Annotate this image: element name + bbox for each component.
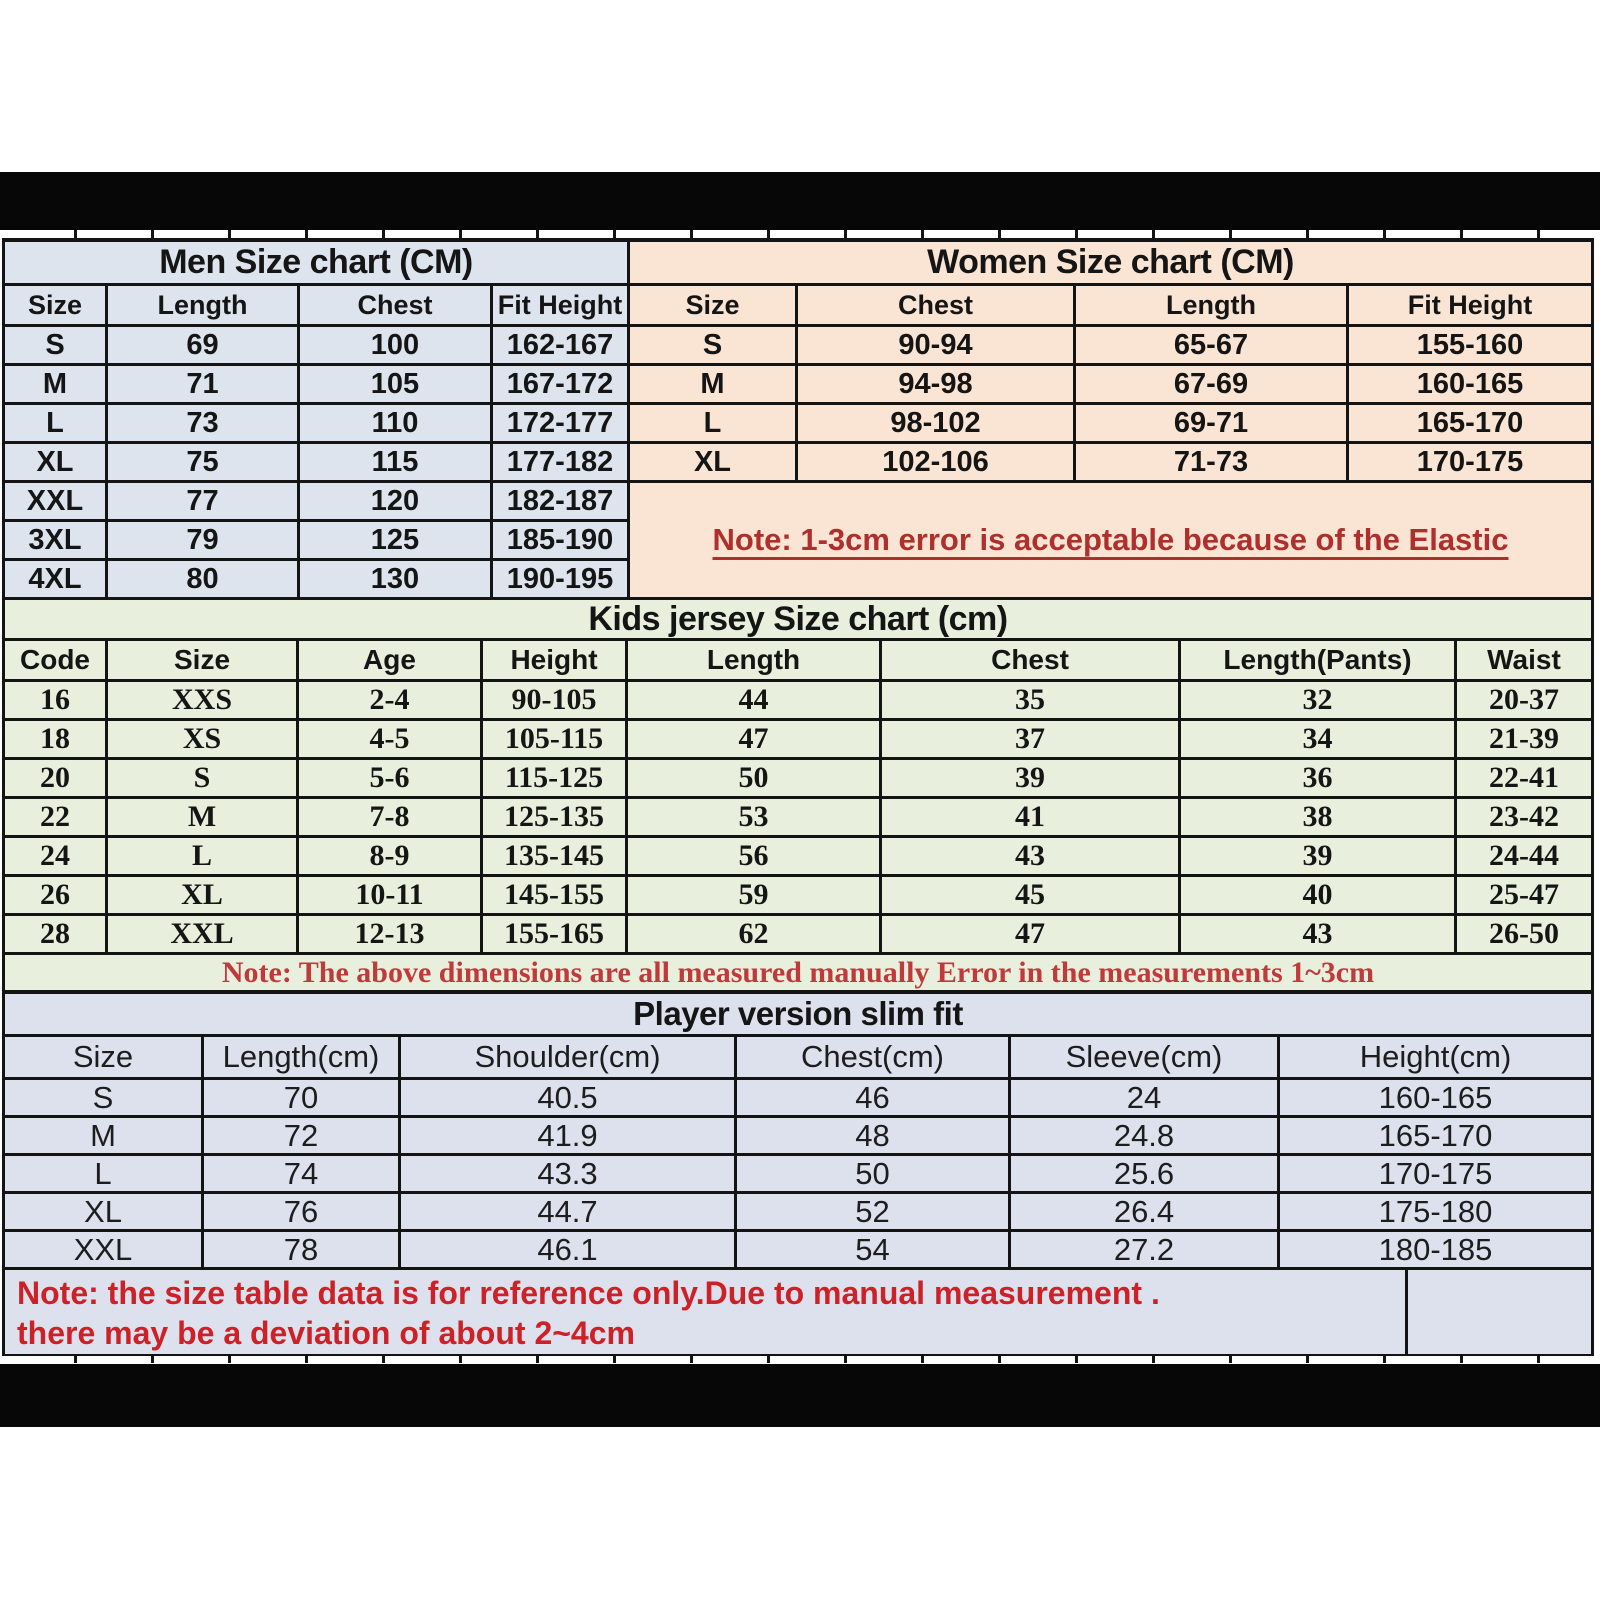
men-women-band bbox=[5, 242, 1591, 600]
table-row bbox=[5, 877, 1591, 916]
table-row bbox=[5, 760, 1591, 799]
table-row bbox=[5, 444, 627, 483]
table-cell: 69-71 bbox=[1076, 405, 1349, 441]
table-cell: 65-67 bbox=[1076, 327, 1349, 363]
table-cell: 25.6 bbox=[1011, 1156, 1280, 1191]
table-cell: 72 bbox=[204, 1118, 401, 1153]
table-cell: 67-69 bbox=[1076, 366, 1349, 402]
table-cell: 94-98 bbox=[798, 366, 1076, 402]
table-cell: L bbox=[630, 405, 798, 441]
table-cell: 170-175 bbox=[1416, 445, 1524, 478]
table-cell: 105-115 bbox=[483, 721, 628, 757]
table-row bbox=[5, 1232, 1591, 1270]
men-chart-title: Men Size chart (CM) bbox=[5, 242, 627, 286]
table-cell: 54 bbox=[737, 1232, 1011, 1267]
top-black-bar bbox=[0, 172, 1600, 230]
table-cell: 44.7 bbox=[401, 1194, 737, 1229]
table-cell: 71-73 bbox=[1076, 444, 1349, 480]
header-cell: Size bbox=[5, 286, 108, 324]
table-cell: 70 bbox=[204, 1080, 401, 1115]
top-partial-row-ticks bbox=[0, 230, 1600, 238]
women-note-cell bbox=[630, 483, 1591, 600]
table-cell: 43 bbox=[1181, 916, 1457, 952]
men-chart-header-row bbox=[5, 286, 627, 327]
table-cell: 45 bbox=[882, 877, 1181, 913]
table-cell: XL bbox=[108, 877, 299, 913]
table-cell: XXL bbox=[5, 483, 108, 519]
table-row bbox=[5, 799, 1591, 838]
player-chart-title: Player version slim fit bbox=[5, 994, 1591, 1037]
table-cell: 12-13 bbox=[299, 916, 483, 952]
player-chart-header-row bbox=[5, 1037, 1591, 1080]
kids-chart-title: Kids jersey Size chart (cm) bbox=[5, 600, 1591, 641]
header-cell: Chest bbox=[798, 286, 1076, 324]
table-row bbox=[5, 405, 627, 444]
table-cell: 7-8 bbox=[299, 799, 483, 835]
table-row bbox=[630, 327, 1591, 366]
kids-note-cell bbox=[5, 955, 1591, 994]
header-cell: Code bbox=[5, 641, 108, 679]
table-cell: XS bbox=[108, 721, 299, 757]
table-cell: 24.8 bbox=[1011, 1118, 1280, 1153]
table-cell: 73 bbox=[108, 405, 300, 441]
header-cell: Shoulder(cm) bbox=[401, 1037, 737, 1077]
table-row bbox=[5, 561, 627, 600]
table-cell: 5-6 bbox=[299, 760, 483, 796]
table-cell: 76 bbox=[204, 1194, 401, 1229]
table-cell: 23-42 bbox=[1489, 800, 1559, 833]
table-cell: 98-102 bbox=[798, 405, 1076, 441]
table-cell: XL bbox=[5, 444, 108, 480]
table-cell: 26-50 bbox=[1489, 917, 1559, 950]
table-cell: 35 bbox=[882, 682, 1181, 718]
table-cell: 4XL bbox=[5, 561, 108, 597]
table-cell: 37 bbox=[882, 721, 1181, 757]
table-cell: 40.5 bbox=[401, 1080, 737, 1115]
table-cell: 34 bbox=[1181, 721, 1457, 757]
table-cell: 8-9 bbox=[299, 838, 483, 874]
table-cell: 78 bbox=[204, 1232, 401, 1267]
player-size-chart bbox=[5, 994, 1591, 1354]
kids-note-text: Note: The above dimensions are all measured manually Error in the measurements 1~3cm bbox=[221, 955, 1375, 989]
table-cell: 39 bbox=[882, 760, 1181, 796]
table-cell: 28 bbox=[5, 916, 108, 952]
table-cell: S bbox=[5, 327, 108, 363]
table-cell: M bbox=[630, 366, 798, 402]
table-cell: 170-175 bbox=[1378, 1156, 1493, 1191]
table-row bbox=[5, 483, 627, 522]
header-cell: Length(Pants) bbox=[1181, 641, 1457, 679]
table-cell: 160-165 bbox=[1378, 1080, 1493, 1115]
women-chart-title: Women Size chart (CM) bbox=[630, 242, 1591, 286]
table-cell: M bbox=[5, 366, 108, 402]
table-cell: 26.4 bbox=[1011, 1194, 1280, 1229]
table-cell: M bbox=[5, 1118, 204, 1153]
header-cell: Waist bbox=[1487, 644, 1561, 675]
table-cell: 90-105 bbox=[483, 682, 628, 718]
table-cell: 26 bbox=[5, 877, 108, 913]
header-cell: Length bbox=[1076, 286, 1349, 324]
table-cell: XL bbox=[630, 444, 798, 480]
table-cell: 44 bbox=[628, 682, 882, 718]
table-cell: 43.3 bbox=[401, 1156, 737, 1191]
player-chart-body bbox=[5, 1080, 1591, 1270]
table-cell: 53 bbox=[628, 799, 882, 835]
header-cell: Size bbox=[108, 641, 299, 679]
table-cell: L bbox=[5, 405, 108, 441]
table-cell: 71 bbox=[108, 366, 300, 402]
table-cell: 52 bbox=[737, 1194, 1011, 1229]
table-cell: 155-165 bbox=[483, 916, 628, 952]
table-cell: 36 bbox=[1181, 760, 1457, 796]
table-cell: 115-125 bbox=[483, 760, 628, 796]
table-cell: 180-185 bbox=[1378, 1232, 1493, 1267]
table-cell: 47 bbox=[628, 721, 882, 757]
header-cell: Chest bbox=[882, 641, 1181, 679]
header-cell: Size bbox=[5, 1037, 204, 1077]
table-cell: 20 bbox=[5, 760, 108, 796]
table-cell: XXL bbox=[5, 1232, 204, 1267]
table-cell: 47 bbox=[882, 916, 1181, 952]
header-cell: Size bbox=[630, 286, 798, 324]
table-cell: 115 bbox=[300, 444, 493, 480]
header-cell: Fit Height bbox=[1407, 289, 1533, 320]
table-cell: 177-182 bbox=[506, 445, 614, 478]
table-cell: 22 bbox=[5, 799, 108, 835]
table-cell: 10-11 bbox=[299, 877, 483, 913]
kids-size-chart bbox=[5, 600, 1591, 994]
table-cell: 48 bbox=[737, 1118, 1011, 1153]
table-cell: 69 bbox=[108, 327, 300, 363]
table-cell: 59 bbox=[628, 877, 882, 913]
table-cell: 50 bbox=[628, 760, 882, 796]
header-cell: Height(cm) bbox=[1359, 1039, 1512, 1074]
table-cell: 41.9 bbox=[401, 1118, 737, 1153]
header-cell: Sleeve(cm) bbox=[1011, 1037, 1280, 1077]
table-cell: 165-170 bbox=[1378, 1118, 1493, 1153]
table-row bbox=[5, 366, 627, 405]
table-cell: 32 bbox=[1181, 682, 1457, 718]
footer-note-cell bbox=[5, 1270, 1591, 1354]
size-tables bbox=[2, 238, 1594, 1357]
table-row bbox=[5, 838, 1591, 877]
table-cell: 100 bbox=[300, 327, 493, 363]
table-cell: L bbox=[108, 838, 299, 874]
table-cell: 22-41 bbox=[1489, 761, 1559, 794]
women-note-text: Note: 1-3cm error is acceptable because of the Elastic bbox=[712, 522, 1509, 557]
table-cell: 165-170 bbox=[1416, 406, 1524, 439]
header-cell: Chest(cm) bbox=[737, 1037, 1011, 1077]
table-cell: 135-145 bbox=[483, 838, 628, 874]
table-cell: 74 bbox=[204, 1156, 401, 1191]
table-cell: 125-135 bbox=[483, 799, 628, 835]
table-cell: 79 bbox=[108, 522, 300, 558]
kids-chart-body bbox=[5, 682, 1591, 955]
table-row bbox=[630, 366, 1591, 405]
table-cell: 175-180 bbox=[1378, 1194, 1493, 1229]
table-cell: 80 bbox=[108, 561, 300, 597]
table-cell: L bbox=[5, 1156, 204, 1191]
table-cell: 182-187 bbox=[506, 484, 614, 517]
table-cell: S bbox=[108, 760, 299, 796]
table-cell: 50 bbox=[737, 1156, 1011, 1191]
table-cell: S bbox=[630, 327, 798, 363]
table-cell: 160-165 bbox=[1416, 367, 1524, 400]
table-cell: 43 bbox=[882, 838, 1181, 874]
table-cell: 155-160 bbox=[1416, 328, 1524, 361]
bottom-black-bar bbox=[0, 1364, 1600, 1427]
table-cell: 2-4 bbox=[299, 682, 483, 718]
footer-note-line2: there may be a deviation of about 2~4cm bbox=[17, 1315, 635, 1351]
footer-column-divider bbox=[1405, 1270, 1408, 1354]
table-cell: 41 bbox=[882, 799, 1181, 835]
table-row bbox=[5, 1080, 1591, 1118]
table-cell: 110 bbox=[300, 405, 493, 441]
table-cell: 77 bbox=[108, 483, 300, 519]
table-row bbox=[5, 522, 627, 561]
header-cell: Length bbox=[108, 286, 300, 324]
table-cell: 145-155 bbox=[483, 877, 628, 913]
table-cell: 130 bbox=[300, 561, 493, 597]
header-cell: Fit Height bbox=[497, 289, 623, 320]
table-cell: 20-37 bbox=[1489, 683, 1559, 716]
men-chart-body bbox=[5, 327, 627, 600]
table-cell: 24 bbox=[1011, 1080, 1280, 1115]
table-cell: 62 bbox=[628, 916, 882, 952]
table-row bbox=[630, 405, 1591, 444]
table-cell: 16 bbox=[5, 682, 108, 718]
table-cell: 4-5 bbox=[299, 721, 483, 757]
table-cell: 21-39 bbox=[1489, 722, 1559, 755]
table-cell: XXS bbox=[108, 682, 299, 718]
table-row bbox=[5, 1156, 1591, 1194]
table-cell: S bbox=[5, 1080, 204, 1115]
table-row bbox=[5, 916, 1591, 955]
table-cell: 190-195 bbox=[506, 562, 614, 595]
table-cell: 27.2 bbox=[1011, 1232, 1280, 1267]
header-cell: Height bbox=[483, 641, 628, 679]
table-cell: 167-172 bbox=[506, 367, 614, 400]
women-chart-header-row bbox=[630, 286, 1591, 327]
header-cell: Age bbox=[299, 641, 483, 679]
table-cell: 46.1 bbox=[401, 1232, 737, 1267]
table-cell: XL bbox=[5, 1194, 204, 1229]
table-cell: 105 bbox=[300, 366, 493, 402]
women-size-chart bbox=[630, 242, 1591, 600]
bottom-partial-row-ticks bbox=[0, 1356, 1600, 1363]
table-cell: 185-190 bbox=[506, 523, 614, 556]
table-cell: 120 bbox=[300, 483, 493, 519]
table-cell: 125 bbox=[300, 522, 493, 558]
table-cell: 56 bbox=[628, 838, 882, 874]
table-row bbox=[5, 1118, 1591, 1156]
table-row bbox=[5, 682, 1591, 721]
table-cell: 102-106 bbox=[798, 444, 1076, 480]
table-cell: 90-94 bbox=[798, 327, 1076, 363]
table-cell: 75 bbox=[108, 444, 300, 480]
table-cell: 40 bbox=[1181, 877, 1457, 913]
table-cell: 24 bbox=[5, 838, 108, 874]
table-cell: 162-167 bbox=[506, 328, 614, 361]
table-cell: 46 bbox=[737, 1080, 1011, 1115]
table-row bbox=[5, 721, 1591, 760]
table-row bbox=[630, 444, 1591, 483]
table-cell: 172-177 bbox=[506, 406, 614, 439]
table-cell: 3XL bbox=[5, 522, 108, 558]
footer-note-line1: Note: the size table data is for reference only.Due to manual measurement . bbox=[17, 1275, 1160, 1311]
header-cell: Length(cm) bbox=[204, 1037, 401, 1077]
header-cell: Chest bbox=[300, 286, 493, 324]
table-cell: 25-47 bbox=[1489, 878, 1559, 911]
kids-chart-header-row bbox=[5, 641, 1591, 682]
table-cell: XXL bbox=[108, 916, 299, 952]
table-cell: 39 bbox=[1181, 838, 1457, 874]
women-chart-body bbox=[630, 327, 1591, 483]
table-row bbox=[5, 1194, 1591, 1232]
table-row bbox=[5, 327, 627, 366]
table-cell: 38 bbox=[1181, 799, 1457, 835]
table-cell: 24-44 bbox=[1489, 839, 1559, 872]
header-cell: Length bbox=[628, 641, 882, 679]
table-cell: 18 bbox=[5, 721, 108, 757]
men-size-chart bbox=[5, 242, 630, 600]
table-cell: M bbox=[108, 799, 299, 835]
